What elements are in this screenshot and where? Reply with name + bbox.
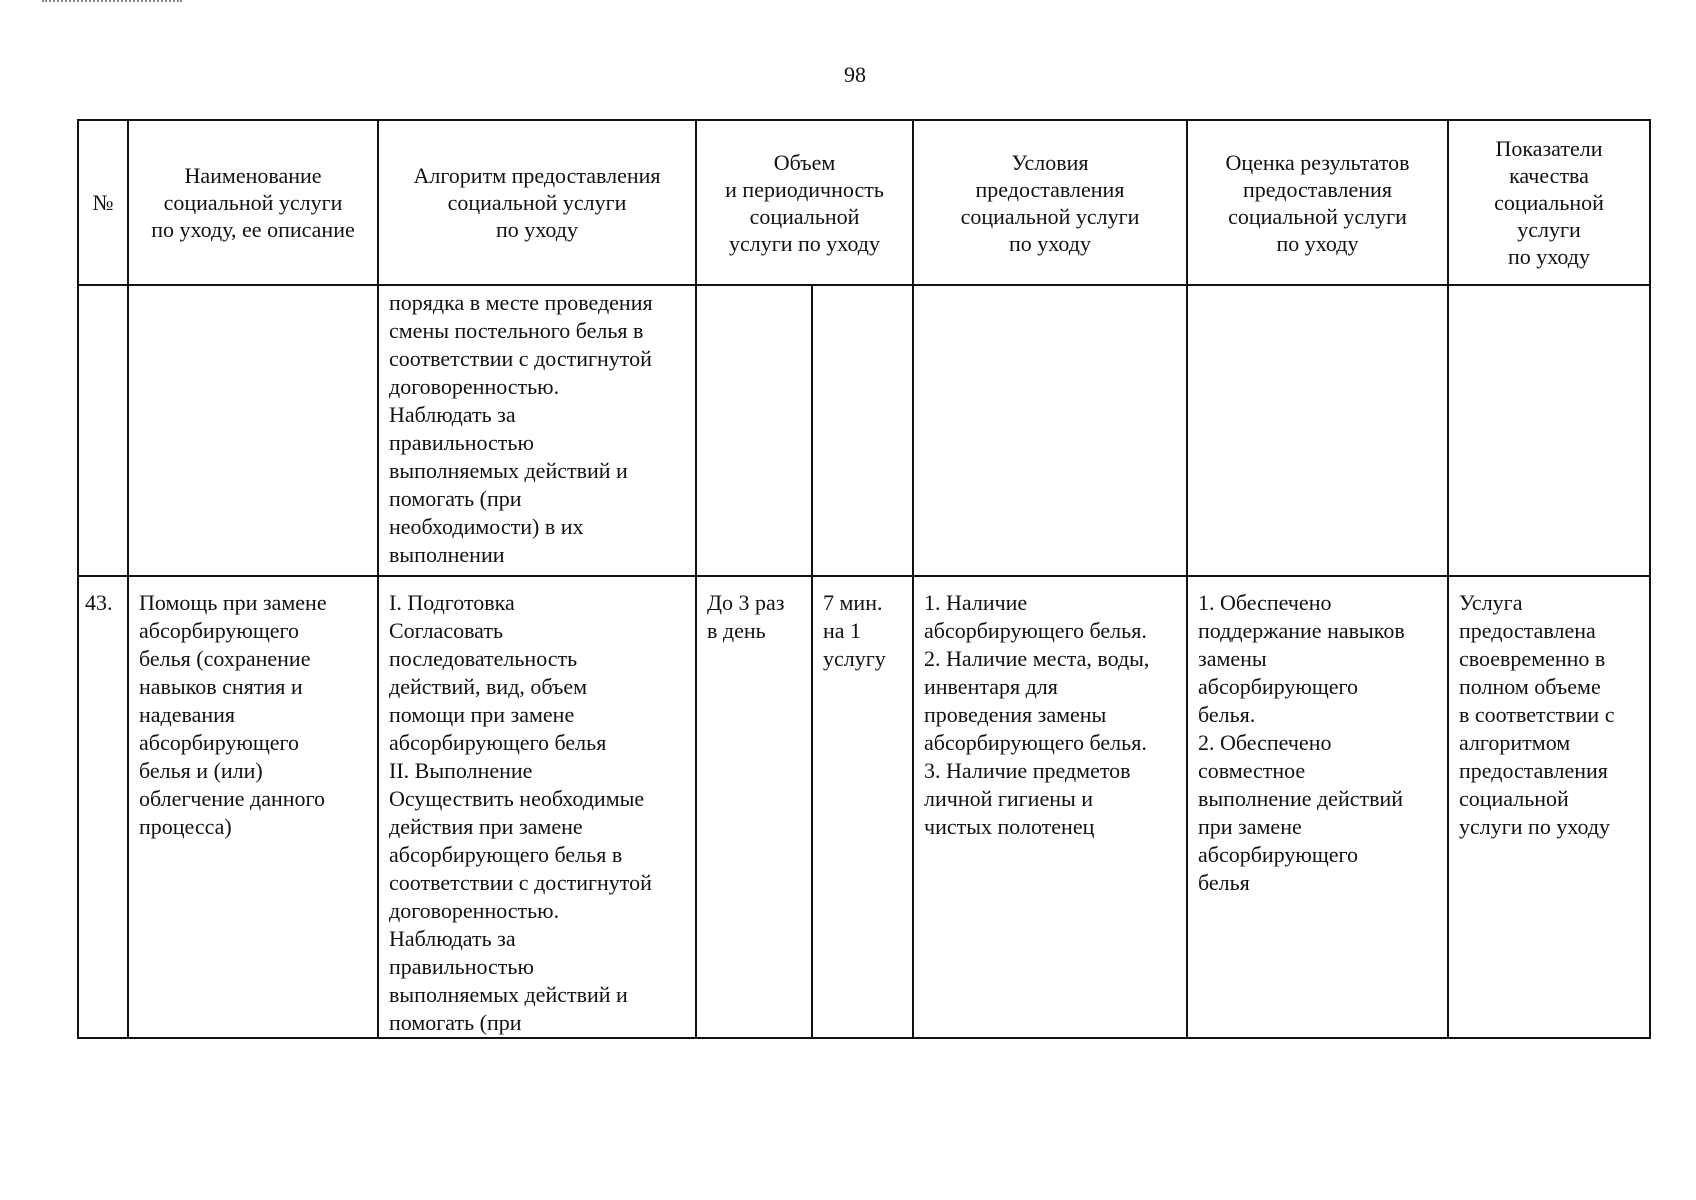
- text-line: абсорбирующего: [1198, 674, 1359, 699]
- table-row-continued: [78, 285, 1650, 576]
- text-line: надевания: [139, 702, 236, 727]
- text-line: Услуга: [1459, 590, 1523, 615]
- text-line: поддержание навыков: [1198, 618, 1405, 643]
- table-row-43: [78, 576, 1650, 1038]
- table-header-row: [78, 120, 1650, 285]
- text-line: предоставлена: [1459, 618, 1596, 643]
- header-name: [128, 120, 378, 285]
- text-line: Объем: [773, 149, 836, 175]
- cell-quality: [1448, 285, 1650, 576]
- text-line: на 1: [823, 618, 862, 643]
- text-line: абсорбирующего белья.: [924, 618, 1147, 643]
- text-line: необходимости) в их: [389, 514, 584, 539]
- header-number: №: [78, 120, 128, 285]
- text-line: 1. Обеспечено: [1198, 590, 1332, 615]
- text-line: качества: [1509, 163, 1589, 188]
- header-evaluation: [1187, 120, 1448, 285]
- text-line: предоставления: [1459, 758, 1608, 783]
- text-line: II. Выполнение: [389, 758, 533, 783]
- text-line: выполняемых действий и: [389, 458, 628, 483]
- text-line: До 3 раз: [707, 590, 785, 615]
- text-line: социальной: [1494, 190, 1604, 215]
- cell-evaluation: [1187, 576, 1448, 1038]
- text-line: белья и (или): [139, 758, 263, 783]
- text-line: 2. Обеспечено: [1198, 730, 1332, 755]
- text-line: смены постельного белья в: [389, 318, 644, 343]
- text-line: абсорбирующего: [1198, 842, 1359, 867]
- text-line: по уходу: [1276, 230, 1359, 256]
- page-number: 98: [844, 62, 866, 87]
- text-line: абсорбирующего: [139, 618, 300, 643]
- cell-quality: [1448, 576, 1650, 1038]
- text-line: Условия: [1011, 149, 1089, 175]
- text-line: по уходу: [1508, 244, 1590, 269]
- text-line: замены: [1198, 646, 1267, 671]
- text-line: в день: [707, 618, 766, 643]
- text-line: белья.: [1198, 702, 1256, 727]
- text-line: 2. Наличие места, воды,: [924, 646, 1150, 671]
- header-conditions: [913, 120, 1187, 285]
- text-line: услугу: [823, 646, 886, 671]
- text-line: социальной услуги: [447, 190, 627, 215]
- cell-name: [128, 576, 378, 1038]
- text-line: выполнение действий: [1198, 786, 1404, 811]
- text-line: договоренностью.: [389, 898, 560, 923]
- text-line: по уходу: [1009, 230, 1091, 256]
- text-line: при замене: [1198, 814, 1302, 839]
- text-line: абсорбирующего: [139, 730, 300, 755]
- text-line: алгоритмом: [1459, 730, 1571, 755]
- text-line: выполнении: [389, 542, 505, 567]
- text-line: I. Подготовка: [389, 590, 515, 615]
- text-line: соответствии с достигнутой: [389, 870, 652, 895]
- text-line: 1. Наличие: [924, 590, 1028, 615]
- text-line: белья: [1198, 870, 1250, 895]
- text-line: Оценка результатов: [1225, 149, 1410, 175]
- text-line: по уходу: [496, 217, 578, 242]
- text-line: Наблюдать за: [389, 926, 516, 951]
- text-line: порядка в месте проведения: [389, 290, 653, 315]
- text-line: Помощь при замене: [139, 590, 327, 615]
- text-line: и периодичность: [725, 176, 884, 202]
- text-line: своевременно в: [1459, 646, 1606, 671]
- text-line: 7 мин.: [823, 590, 883, 615]
- cell-evaluation: [1187, 285, 1448, 576]
- text-line: правильностью: [389, 954, 534, 979]
- header-algorithm: [378, 120, 696, 285]
- cell-conditions: [913, 285, 1187, 576]
- text-line: абсорбирующего белья в: [389, 842, 623, 867]
- text-line: проведения замены: [924, 702, 1107, 727]
- text-line: помощи при замене: [389, 702, 575, 727]
- text-line: помогать (при: [389, 486, 522, 511]
- cell-number: 43.: [78, 576, 128, 1038]
- text-line: услуги: [1517, 217, 1581, 242]
- text-line: по уходу, ее описание: [151, 217, 355, 242]
- cell-algorithm: [378, 285, 696, 576]
- text-line: социальной услуги: [1228, 203, 1407, 229]
- text-line: последовательность: [389, 646, 578, 671]
- text-line: совместное: [1198, 758, 1306, 783]
- text-line: Показатели: [1495, 136, 1603, 161]
- header-quality: [1448, 120, 1650, 285]
- text-line: белья (сохранение: [139, 646, 311, 671]
- text-line: социальной услуги: [960, 203, 1140, 229]
- cell-number: [78, 285, 128, 576]
- text-line: в соответствии с: [1459, 702, 1615, 727]
- text-line: услуги по уходу: [1459, 814, 1611, 839]
- text-line: Согласовать: [389, 618, 504, 643]
- scan-corner-mark: [42, 0, 182, 5]
- text-line: полном объеме: [1459, 674, 1601, 699]
- cell-name: [128, 285, 378, 576]
- text-line: услуги по уходу: [728, 230, 881, 256]
- text-line: Наименование: [184, 163, 322, 188]
- text-line: социальной: [1459, 786, 1569, 811]
- text-line: личной гигиены и: [924, 786, 1094, 811]
- cell-frequency: [696, 576, 812, 1038]
- text-line: облегчение данного: [139, 786, 326, 811]
- cell-conditions: [913, 576, 1187, 1038]
- text-line: действий, вид, объем: [389, 674, 588, 699]
- cell-algorithm: [378, 576, 696, 1038]
- text-line: абсорбирующего белья.: [924, 730, 1147, 755]
- text-line: навыков снятия и: [139, 674, 303, 699]
- cell-duration: [812, 285, 913, 576]
- text-line: Наблюдать за: [389, 402, 516, 427]
- header-volume: [696, 120, 913, 285]
- text-line: предоставления: [1243, 176, 1392, 202]
- text-line: процесса): [139, 814, 232, 839]
- text-line: абсорбирующего белья: [389, 730, 607, 755]
- text-line: чистых полотенец: [924, 814, 1095, 839]
- text-line: соответствии с достигнутой: [389, 346, 652, 371]
- text-line: договоренностью.: [389, 374, 560, 399]
- text-line: выполняемых действий и: [389, 982, 628, 1007]
- text-line: 3. Наличие предметов: [924, 758, 1131, 783]
- text-line: действия при замене: [389, 814, 583, 839]
- text-line: социальной: [749, 203, 860, 229]
- text-line: предоставления: [975, 176, 1125, 202]
- text-line: социальной услуги: [163, 190, 343, 215]
- text-line: Осуществить необходимые: [389, 786, 645, 811]
- text-line: правильностью: [389, 430, 534, 455]
- text-line: помогать (при: [389, 1010, 522, 1035]
- text-line: Алгоритм предоставления: [413, 163, 661, 188]
- cell-duration: [812, 576, 913, 1038]
- services-table: [77, 119, 1651, 1039]
- text-line: инвентаря для: [924, 674, 1058, 699]
- cell-frequency: [696, 285, 812, 576]
